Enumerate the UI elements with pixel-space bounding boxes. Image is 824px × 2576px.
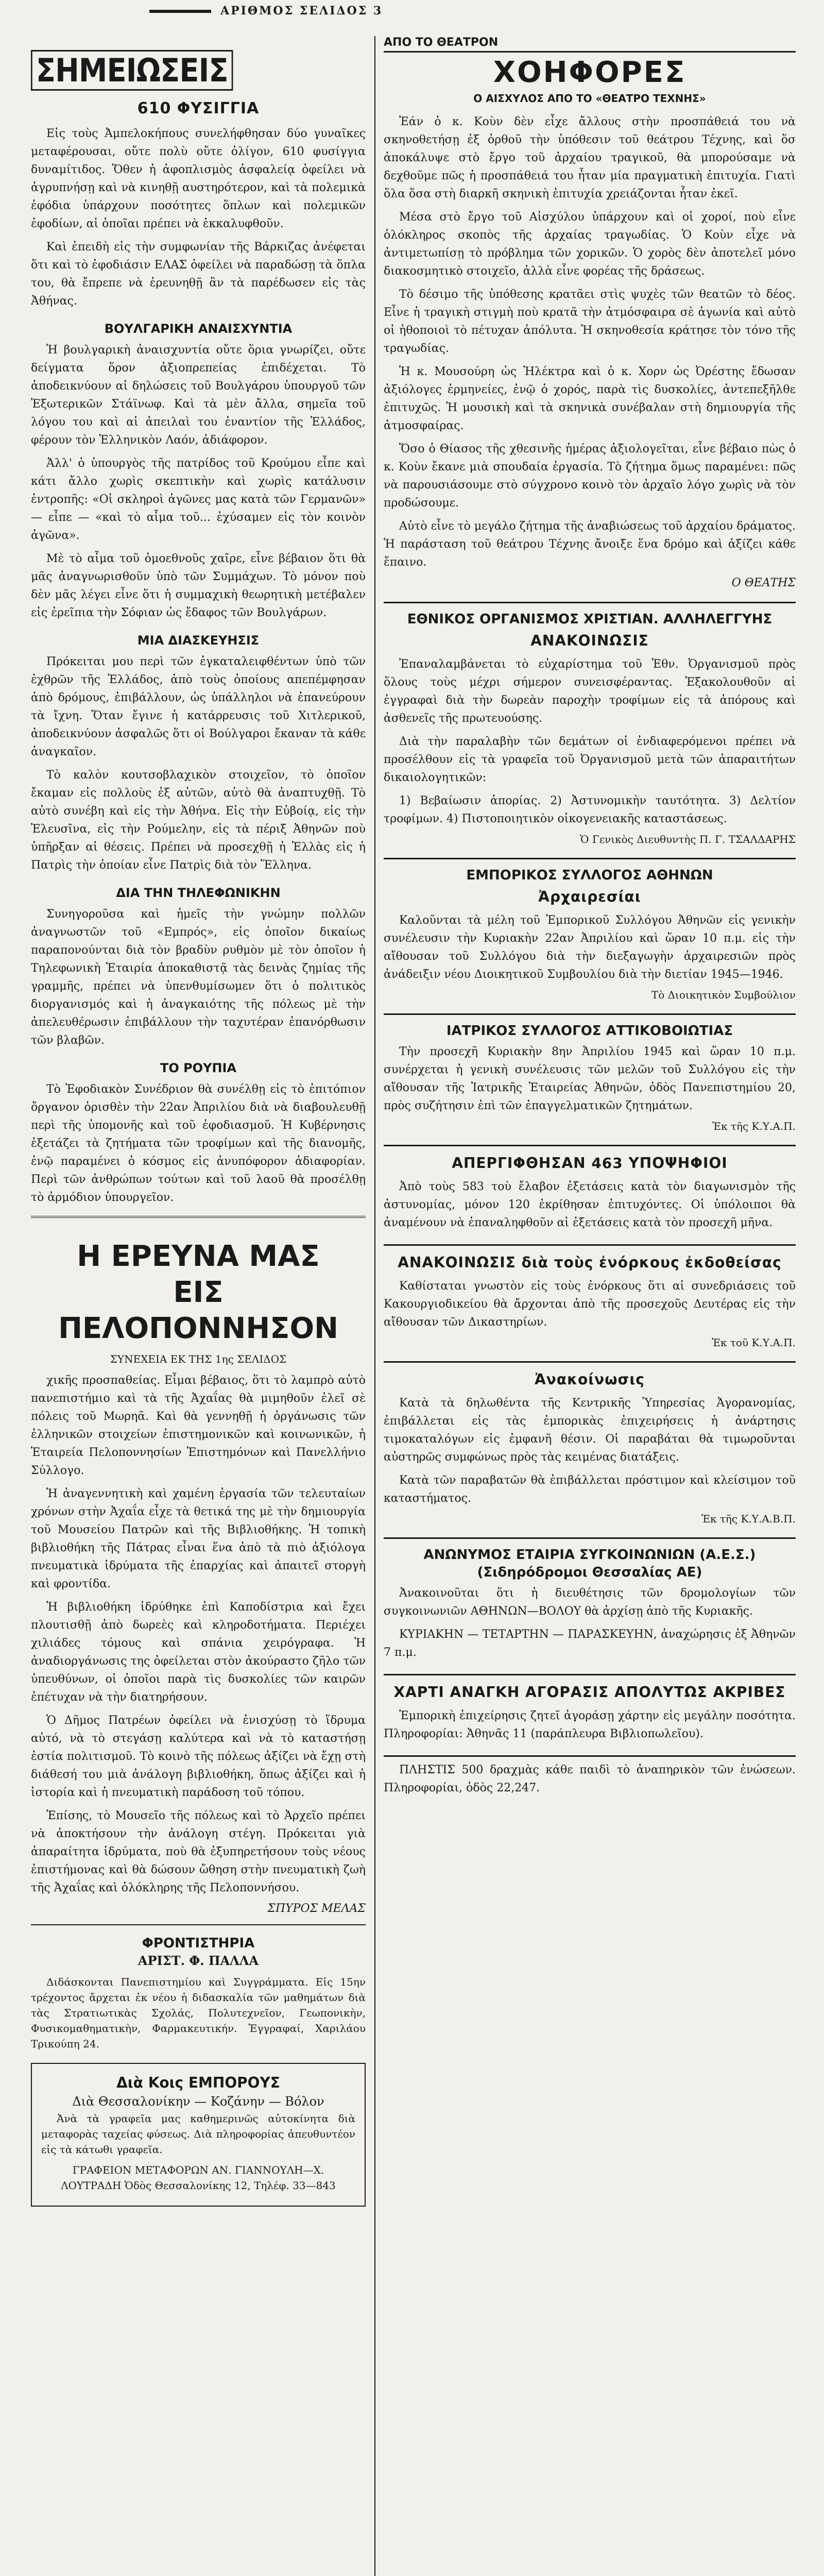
notice-paragraph: Ἐμπορικὴ ἐπιχείρησις ζητεῖ ἀγοράσῃ χάρτην εἰς μεγάλην ποσότητα. Πληροφορίαι: Ἀθηνᾶς 11 (παράπλευρα Βιβλιοπωλεῖου).	[384, 1709, 796, 1740]
notice-paragraph: Ἀπὸ τοὺς 583 τοὺ ἔλαβον ἐξετάσεις κατὰ τὸν διαγωνισμὸν τῆς ἀστυνομίας, μόνον 120 ἐκρίθησαν ἐπιτυχόντες. Οἱ ὑπόλοιποι θὰ ἀναμένουν νὰ ἐπαναληφθοῦν αἱ ἐξετάσεις κατὰ τὸν προσεχῆ μῆνα.	[384, 1180, 796, 1229]
paragraph: Τὸ Ἐφοδιακὸν Συνέδριον θὰ συνέλθῃ εἰς τὸ ἐπιτόπιον ὄργανον ὁρισθὲν τὴν 22αν Ἀπριλίου διὰ νὰ διαβουλευθῇ περὶ τῆς ὑπομονῆς καὶ τοῦ ἐφοδιασμοῦ. Ἡ Κυβέρνησις ἐξετάζει τὰ ζητήματα τῶν τροφίμων καὶ τῆς διανομῆς, ἐνῷ παραμένει ὁ κόσμος εἰς ἀνυπόφορον ἀδιαφορίαν. Περὶ τῶν ἀνθρώπων τούτων καὶ τοῦ λαοῦ θὰ προσέλθῃ τὸ ἀρμόδιον ὑπουργεῖον.	[31, 1083, 366, 1204]
notice	[384, 1145, 796, 1232]
paragraph: Ὁ Δῆμος Πατρέων ὀφείλει νὰ ἐνισχύσῃ τὸ ἵδρυμα αὐτό, νὰ τὸ στεγάσῃ καλύτερα καὶ νὰ τὸ καταστήσῃ ἑστία πολιτισμοῦ. Τὸ κοινὸ τῆς πόλεως ἀξίζει νὰ ἔχῃ στὴ διάθεσή του μιὰ ἀνάλογη βιβλιοθήκη, ὅπως ἀξίζει καὶ ἡ ἱστορία καὶ ἡ πνευματικὴ παράδοση τοῦ τόπου.	[31, 1714, 366, 1799]
article-headline-line-2: ΕΙΣ ΠΕΛΟΠΟΝΝΗΣΟΝ	[58, 1276, 338, 1345]
notice-organization: ΙΑΤΡΙΚΟΣ ΣΥΛΛΟΓΟΣ ΑΤΤΙΚΟΒΟΙΩΤΙΑΣ	[446, 1023, 733, 1039]
paragraph: Ἐάν ὁ κ. Κοὺν δὲν εἶχε ἄλλους στὴν προσπάθειά του νὰ σκηνοθετήσῃ ἐξ ὀρθοῦ τὴν ὑπόθεσιν τοῦ θεάτρου Τέχνης, καὶ ὅσ ἀποκάλυψε στὸ ἔργο τοῦ ἀρχαίου τραγικοῦ, θὰ μπορούσαμε νὰ δεχθοῦμε πῶς ἡ προσπάθειά του ἦταν μία πραγματικὴ ἐπιτυχία. Γιατὶ ὅλα ὅσα στὴ διαρκῆ σκηνικὴ ἐπιτυχία χρειάζονται ἦταν ἐκεῖ.	[384, 115, 796, 200]
paragraph: Πρόκειται μου περὶ τῶν ἐγκαταλειφθέντων ὑπὸ τῶν ἐχθρῶν τῆς Ἑλλάδος, ἀπὸ τοὺς ὁποίους απεπέμφησαν ἀπὸ δρόμους, ἐπιβάλλουν, ὡς ὑπάλληλοι νὰ ἐπανεύρουν τὰ ἴχνη. Ὅταν ἔγινε ἡ κατάρρευσις τοῦ Χιτλερικοῦ, ἀποδεικνύουν ἀσφαλῶς ὅτι οἱ Βούλγαροι ἔκαναν τὰ κάθε ἀναγκαῖον.	[31, 655, 366, 758]
notice	[384, 1244, 796, 1349]
play-review-body	[384, 113, 796, 571]
play-title: ΧΟΗΦΟΡΕΣ	[493, 56, 686, 89]
notice-signature: Ἐκ τοῦ Κ.Υ.Α.Π.	[712, 1336, 796, 1349]
notice-paragraph: Διὰ τὴν παραλαβὴν τῶν δεμάτων οἱ ἐνδιαφερόμενοι πρέπει νὰ προσέλθουν εἰς τὰ γραφεῖα τοῦ Ὀργανισμοῦ μετὰ τῶν ἀπαραιτήτων δικαιολογητικῶν:	[384, 735, 796, 784]
notice-paragraph: Κατὰ τῶν παραβατῶν θὰ ἐπιβάλλεται πρόστιμον καὶ κλείσιμον τοῦ καταστήματος.	[384, 1474, 796, 1505]
masthead-title: ΣΗΜΕΙΩΣΕΙΣ	[31, 50, 233, 91]
notice-heading: ΧΑΡΤΙ ΑΝΑΓΚΗ ΑΓΟΡΑΣΙΣ ΑΠΟΛΥΤΩΣ ΑΚΡΙΒΕΣ	[393, 1684, 786, 1701]
left-column	[31, 36, 366, 2576]
divider	[31, 1216, 366, 1218]
section-title-4: ΔΙΑ ΤΗΝ ΤΗΛΕΦΩΝΙΚΗΝ	[116, 886, 281, 900]
notice-heading: ΑΠΕΡΓΙΦΘΗΣΑΝ 463 ΥΠΟΨΗΦΙΟΙ	[452, 1155, 728, 1172]
notice-signature: Ἐκ τῆς Κ.Υ.Α.Π.	[712, 1120, 796, 1132]
notice-signature: Ὁ Γενικὸς Διευθυντὴς Π. Γ. ΤΣΑΛΔΑΡΗΣ	[580, 833, 796, 845]
tutoring-title: ΦΡΟΝΤΙΣΤΗΡΙΑ	[142, 1936, 255, 1951]
column-divider	[374, 36, 375, 2576]
notice-organization: ΕΘΝΙΚΟΣ ΟΡΓΑΝΙΣΜΟΣ ΧΡΙΣΤΙΑΝ. ΑΛΛΗΛΕΓΓΥΗΣ	[407, 612, 772, 627]
right-column	[384, 36, 796, 2576]
notice	[384, 1361, 796, 1525]
paragraph: χικῆς προσπαθείας. Εἶμαι βέβαιος, ὅτι τὸ λαμπρὸ αὐτὸ πανεπιστήμιο καὶ τὰ τῆς Ἀχαΐας θὰ μιμηθοῦν ἐλεῖ σὲ πόλεις τοῦ Μωρηᾶ. Καὶ θὰ γεννηθῇ ἡ ὀργάνωσις τῶν ἐλληνικῶν στοιχείων ἐπιστημονικῶν καὶ κοινωνικῶν, ἡ Ἑταιρεία Πελοποννησίων Ἐπιστημόνων καὶ Πανελλήνιο Σύλλογο.	[31, 1374, 366, 1477]
notice-organization: ΑΝΩΝΥΜΟΣ ΕΤΑΙΡΙΑ ΣΥΓΚΟΙΝΩΝΙΩΝ (Α.Ε.Σ.) (Σιδηρόδρομοι Θεσσαλίας ΑΕ)	[423, 1547, 756, 1580]
section-title-3: ΜΙΑ ΔΙΑΣΚΕΥΗΣΙΣ	[137, 633, 260, 648]
lead-body	[31, 125, 366, 310]
paragraph: Μέσα στὸ ἔργο τοῦ Αἰσχύλου ὑπάρχουν καὶ οἱ χοροί, ποὺ εἶνε ὁλόκληρος σκοπὸς τῆς ἀρχαίας τραγωδίας. Ὁ Κοὺν εἶχε νὰ ἀντιμετωπίσῃ τὸ πρόβλημα τῶν χορικῶν. Ὁ χορὸς δὲν ἀποτελεῖ μόνο διακοσμητικὸ στοιχεῖο, ἀλλὰ εἶνε φορέας τῆς δράσεως.	[384, 211, 796, 278]
notice-paragraph: ΚΥΡΙΑΚΗΝ — ΤΕΤΑΡΤΗΝ — ΠΑΡΑΣΚΕΥΗΝ, ἀναχώρησις ἐξ Ἀθηνῶν 7 π.μ.	[384, 1628, 796, 1659]
paragraph: Εἰς τοὺς Ἀμπελοκήπους συνελήφθησαν δύο γυναῖκες μεταφέρουσαι, οὔτε πολὺ οὔτε ὀλίγον, 610 φυσίγγια δυναμίτιδος. Ὅθεν ἡ ἀφοπλισμὸς ἀσφαλείᾳ ὀφείλει νὰ ἀγρυπνήσῃ καὶ νὰ κινηθῇ αυστηρότερον, καὶ τὰ πολεμικὰ ἐφόδια ὑπάρχουν ποσότητες ὅπλων καὶ πολεμικῶν ἐφοδίων, αἱ ὁποῖαι πρέπει νὰ ἐκκαλυφθοῦν.	[31, 127, 366, 230]
divider	[31, 1924, 366, 1925]
section-masthead	[31, 52, 332, 89]
notice-paragraph: Καθίσταται γνωστὸν εἰς τοὺς ἐνόρκους ὅτι αἱ συνεδριάσεις τοῦ Κακουργιοδικείου θὰ ἄρχονται ἀπὸ τῆς προσεχοῦς Δευτέρας εἰς τὴν αἴθουσαν τῶν Δικαστηρίων.	[384, 1280, 796, 1329]
section-title-2: ΒΟΥΛΓΑΡΙΚΗ ΑΝΑΙΣΧΥΝΤΙΑ	[104, 321, 293, 336]
notice-signature: Ἐκ τῆς Κ.Υ.Α.Β.Π.	[701, 1513, 796, 1525]
notice-paragraph: Καλοῦνται τὰ μέλη τοῦ Ἐμπορικοῦ Συλλόγου Ἀθηνῶν εἰς γενικὴν συνέλευσιν τὴν Κυριακὴν 22αν Ἀπριλίου καὶ ὥραν 10 π.μ. εἰς τὴν αἴθουσαν τοῦ Συλλόγου διὰ τὴν διεξαγωγὴν ἀρχαιρεσιῶν πρὸς ἀνάδειξιν νέου Διοικητικοῦ Συμβουλίου διὰ τὴν διετίαν 1945—1946.	[384, 914, 796, 981]
notice	[384, 1537, 796, 1662]
notice-heading: Ἀνακοίνωσις	[535, 1371, 645, 1388]
ad-text: Ἀνὰ τὰ γραφεῖα μας καθημερινῶς αὐτοκίνητα διὰ μεταφορὰς ταχείας φύσεως. Διὰ πληροφορίας ἀπευθυντέον εἰς τὰ κάτωθι γραφεῖα.	[41, 2112, 355, 2156]
paragraph: Αὐτὸ εἶνε τὸ μεγάλο ζήτημα τῆς ἀναβιώσεως τοῦ ἀρχαίου δράματος. Ἡ παράσταση τοῦ θεάτρου Τέχνης ἄνοιξε ἕνα δρόμο καὶ ἀξίζει κάθε ἔπαινο.	[384, 520, 796, 569]
section-title-5: ΤΟ ΡΟΥΠΙΑ	[160, 1061, 237, 1075]
paragraph: Ἐπίσης, τὸ Μουσεῖο τῆς πόλεως καὶ τὸ Ἀρχεῖο πρέπει νὰ ἀποκτήσουν τὴν ἀνάλογη στέγη. Πρόκειται γιὰ ἀπαραίτητα ἱδρύματα, ποὺ θὰ ἐξυπηρετήσουν τοὺς νέους ἐπιστήμονας καὶ θὰ δώσουν ὤθηση στὴν πνευματικὴ ζωὴ τῆς Ἀχαΐας καὶ ὁλόκληρης τῆς Πελοποννήσου.	[31, 1809, 366, 1894]
paragraph: Ἡ κ. Μουσούρη ὡς Ἠλέκτρα καὶ ὁ κ. Χορν ὡς Ὀρέστης ἔδωσαν ἀξιόλογες ἑρμηνείες, ἐνῷ ὁ χορός, παρὰ τὶς δυσκολίες, ἀντεπεξῆλθε ἐπιτυχῶς. Ἡ μουσικὴ καὶ τὰ σκηνικὰ συνέβαλαν στὴ δημιουργία τῆς ἀτμοσφαίρας.	[384, 365, 796, 432]
notice-signature: Τὸ Διοικητικὸν Συμβούλιον	[651, 989, 796, 1001]
notice-paragraph: Ἀνακοινοῦται ὅτι ἡ διευθέτησις τῶν δρομολογίων τῶν συγκοινωνιῶν ΑΘΗΝΩΝ—ΒΟΛΟΥ θὰ ἀρχίσῃ ἀπὸ τῆς Κυριακῆς.	[384, 1587, 796, 1618]
ad-subtitle: Διὰ Θεσσαλονίκην — Κοζάνην — Βόλον	[72, 2094, 324, 2109]
paragraph: Καὶ ἐπειδὴ εἰς τὴν συμφωνίαν τῆς Βάρκιζας ἀνέφεται ὅτι καὶ τὸ ἐφοδιάσιν ΕΛΑΣ ὀφείλει νὰ παραδώσῃ τὰ ὅπλα του, θὰ ἔπρεπε νὰ ἐρευνηθῇ ἂν τὰ παρέδωσεν εἰς τὰς Ἀθήνας.	[31, 241, 366, 308]
transport-ad	[31, 2063, 366, 2207]
notice-paragraph: Κατὰ τὰ δηλωθέντα τῆς Κεντρικῆς Ὑπηρεσίας Ἀγορανομίας, ἐπιβάλλεται εἰς τὰς ἐμπορικὰς ἐπιχειρήσεις ἡ ἀνάρτησις τιμοκαταλόγων εἰς ἐμφανῆ θέσιν. Οἱ παραβάται θὰ τιμωροῦνται αὐστηρῶς συμφώνως πρὸς τὰς κειμένας διατάξεις.	[384, 1397, 796, 1464]
ad-footer: ΓΡΑΦΕΙΟΝ ΜΕΤΑΦΟΡΩΝ ΑΝ. ΓΙΑΝΝΟΥΛΗ—Χ. ΛΟΥΤΡΑΔΗ Ὁδὸς Θεσσαλονίκης 12, Τηλέφ. 33—843	[61, 2164, 336, 2192]
section-body-3	[31, 653, 366, 874]
notice-paragraph: 1) Βεβαίωσιν ἀπορίας. 2) Ἀστυνομικὴν ταυτότητα. 3) Δελτίον τροφίμων. 4) Πιστοποιητικὸν οἰκογενειακῆς καταστάσεως.	[384, 794, 796, 825]
ad-title: Διὰ Κοις ΕΜΠΟΡΟΥΣ	[116, 2074, 280, 2091]
paragraph: Συνηγοροῦσα καὶ ἡμεῖς τὴν γνώμην πολλῶν ἀναγνωστῶν τοῦ «Εμπρός», εἰς ὁποῖον δικαίως παραπονούνται διὰ τὸν βραδὺν ρυθμὸν μὲ τὸν ὁποῖον ἡ Τηλεφωνικὴ Ἑταιρία ἀποκαθιστᾷ τὰς δεινὰς ζημίας τῆς γραμμῆς, πρέπει νὰ ὑπενθυμίσωμεν ὅτι ὁ πολιτικὸς διοργανισμός καὶ ἡ ἀναγκαιότης τῆς πόλεως μὲ τὴν ἀπελευθέρωσιν ἐπιβάλλουν τὴν ταχυτέραν ἐπανόρθωσιν τῶν βλαβῶν.	[31, 908, 366, 1047]
running-head: ΑΡΙΘΜΟΣ ΣΕΛΙΔΟΣ 3	[149, 4, 383, 18]
notice	[384, 1755, 796, 1797]
paragraph: Ἡ βουλγαρικὴ ἀναισχυντία οὔτε ὅρια γνωρίζει, οὔτε δείγματα ὅρον ἀξιοπρεπείας ἐπιδέχεται. Τὸ ἀποδεικνύουν αἱ δηλώσεις τοῦ Βουλγάρου ὑπουργοῦ τῶν Ἐξωτερικῶν Στάϊνωφ. Καὶ τὰ μὲν ἄλλα, σημεῖα τοῦ λόγου του καὶ αἱ ἀπειλαὶ του ἐναντίον τῆς Ἑλλάδος, φέρουν τὸν Ἑλληνικὸν Λαόν, ἀδιάφορον.	[31, 344, 366, 447]
play-byline: Ο ΑΙΣΧΥΛΟΣ ΑΠΟ ΤΟ «ΘΕΑΤΡΟ ΤΕΧΝΗΣ»	[473, 92, 706, 105]
notice-organization: ΕΜΠΟΡΙΚΟΣ ΣΥΛΛΟΓΟΣ ΑΘΗΝΩΝ	[466, 868, 713, 883]
notice	[384, 1674, 796, 1743]
notice	[384, 602, 796, 845]
notice-paragraph: ΠΛΗΣΤΙΣ 500 δραχμὰς κάθε παιδὶ τὸ ἀναπηρικὸν τῶν ἐνώσεων. Πληροφορίαι, ὁδὸς 22,247.	[384, 1764, 796, 1794]
paragraph: Ἡ βιβλιοθήκη ἱδρύθηκε ἐπὶ Καποδίστρια καὶ ἔχει πλουτισθῇ ἀπὸ δωρεὲς καὶ κληροδοτήματα. Περιέχει χιλιάδες τόμους καὶ σπάνια χειρόγραφα. Ἡ ἀναδιοργάνωσις της ὀφείλεται στὸν ἀκούραστο ζῆλο τῶν ὑπευθύνων, οἱ ὁποῖοι παρὰ τὶς δυσκολίες τῶν καιρῶν ἐπέτυχαν νὰ τὴν διατηρήσουν.	[31, 1601, 366, 1704]
play-signature: Ο ΘΕΑΤΗΣ	[731, 577, 796, 589]
paragraph: Τὸ δέσιμο τῆς ὑπόθεσης κρατᾶει στὶς ψυχὲς τῶν θεατῶν τὸ δέος. Εἶνε ἡ τραγικὴ στιγμὴ ποὺ κρατᾶ τὴν ἀτμόσφαιρα σὲ ἀγωνία καὶ αὐτὸ οἱ ἠθοποιοὶ τὸ πέτυχαν ἀπόλυτα. Ἡ σκηνοθεσία κράτησε τὸν τόνο τῆς τραγωδίας.	[384, 288, 796, 355]
section-body-2	[31, 341, 366, 622]
paragraph: Ὅσο ὁ Θίασος τῆς χθεσινῆς ἡμέρας ἀξιολογεῖται, εἶνε βέβαιο πὼς ὁ κ. Κοὺν ἔκανε μιὰ σπουδαία ἐργασία. Τὸ ζήτημα ὅμως παραμένει: πῶς νὰ παρουσιάσουμε στὸ σύγχρονο κοινὸ τὸν ἀρχαῖο λόγο χωρὶς νὰ τὸν προδώσουμε.	[384, 443, 796, 510]
tutoring-text: Διδάσκονται Πανεπιστημίου καὶ Συγγράμματα. Εἰς 15ην τρέχοντος ἄρχεται ἐκ νέου ἡ διδασκαλία τῶν μαθημάτων διὰ τὰς Στρατιωτικὰς Σχολάς, Πολυτεχνεῖον, Γεωπονικὴν, Φυσικομαθηματικὴν, Φαρμακευτικήν. Ἐγγραφαί, Χαριλάου Τρικούπη 24.	[31, 1976, 366, 2050]
paragraph: Τὸ καλὸν κουτσοβλαχικὸν στοιχεῖον, τὸ ὁποῖον ἔκαμαν εἰς πολλοὺς ἐξ αὐτῶν, αὐτὸ θὰ ἀναπτυχθῇ. Τὸ αὐτὸ συνέβη καὶ εἰς τὴν Ἀθήνα. Εἰς τὴν Εὐβοίᾳ, εἰς τὴν Ἐλευσῖνα, εἰς τὴν Ρούμελην, εἰς τὰ πέριξ Ἀθηνῶν ποὺ ὑπῆρξαν αἱ θέσεις. Πρέπει νὰ προσεχθῇ ἡ Ἑλλὰς εἰς ἡ Πατρὶς τὴν ὁποίαν εἶνε Πατρὶς διὰ τὸν Ἕλληνα.	[31, 769, 366, 872]
notice-heading: ΑΝΑΚΟΙΝΩΣΙΣ	[530, 632, 649, 649]
notice-paragraph: Ἐπαναλαμβάνεται τὸ εὐχαρίστημα τοῦ Ἐθν. Ὀργανισμοῦ πρὸς ὅλους τοὺς μέχρι σήμερον συνεισφέραντας. Ἐξακολουθοῦν αἱ ἐγγραφαὶ διὰ τὴν δωρεὰν παροχὴν τροφίμων εἰς τὰ ἀπόρους καὶ ἀσθενεῖς τῆς πρωτευούσης.	[384, 658, 796, 725]
article-headline	[31, 1239, 366, 1347]
notice	[384, 1013, 796, 1132]
theatre-section-head: ΑΠΟ ΤΟ ΘΕΑΤΡΟΝ	[384, 36, 796, 53]
paragraph: Ἀλλ' ὁ ὑπουργὸς τῆς πατρίδος τοῦ Κρούμου εἶπε καὶ κάτι ἄλλο χωρὶς σκεπτικὴν καὶ χωρὶς κατάλυσιν ἐντροπῆς: «Οἱ σκληροὶ ἀγῶνες μας κατὰ τῶν Γερμανῶν» — εἶπε — «καὶ τὸ αἷμα τοῦ... ἐχύσαμεν εἰς τὸν κοινὸν ἀγῶνα».	[31, 457, 366, 542]
paragraph: Ἡ ἀναγεννητικὴ καὶ χαμένη ἐργασία τῶν τελευταίων χρόνων στὴν Ἀχαΐα εἶχε τὰ θετικά της μὲ τὴν δημιουργία τοῦ Μουσείου Πατρῶν καὶ τῆς Βιβλιοθήκης. Ἡ τοπικὴ βιβλιοθήκη τῆς Πάτρας εἶναι ἕνα ἀπὸ τὰ πιὸ ἀξιόλογα πνευματικὰ ἱδρύματα τῆς ἐπαρχίας καὶ ἀπαιτεῖ στοργὴ καὶ φροντίδα.	[31, 1487, 366, 1590]
notice	[384, 858, 796, 1001]
article-signature: ΣΠΥΡΟΣ ΜΕΛΑΣ	[267, 1902, 366, 1915]
notices-list	[384, 602, 796, 1797]
notice-paragraph: Τὴν προσεχῆ Κυριακὴν 8ην Ἀπριλίου 1945 καὶ ὥραν 10 π.μ. συνέρχεται ἡ γενικὴ συνέλευσις τῶν μελῶν τοῦ Συλλόγου εἰς τὴν αἴθουσαν τῆς Ἰατρικῆς Ἑταιρείας Ἀθηνῶν, ὁδὸς Πανεπιστημίου 20, πρὸς συζήτησιν ἐπὶ τῶν ἐπαγγελματικῶν ζητημάτων.	[384, 1045, 796, 1112]
section-body-5	[31, 1080, 366, 1207]
notice-heading: ΑΝΑΚΟΙΝΩΣΙΣ διὰ τοὺς ἐνόρκους ἐκδοθείσας	[398, 1254, 782, 1271]
notice-heading: Ἀρχαιρεσίαι	[538, 888, 641, 905]
tutoring-name: ΑΡΙΣΤ. Φ. ΠΑΛΛΑ	[138, 1953, 259, 1968]
paragraph: Μὲ τὸ αἷμα τοῦ ὁμοεθνοῦς χαῖρε, εἶνε βέβαιον ὅτι θὰ μᾶς ἀναγνωρισθοῦν ὑπὸ τῶν Συμμάχων. Τὸ μόνον ποὺ δὲν μᾶς λέγει εἶνε ὅτι ἡ συμμαχικὴ θεωρητικὴ μετέβαλεν εἰς ἐρεῖπια τὴν Σόφιαν ὡς ἔδαφος τῶν Βουλγάρων.	[31, 552, 366, 619]
section-body-4	[31, 905, 366, 1049]
lead-title: 610 ΦΥΣΙΓΓΙΑ	[137, 99, 260, 117]
article-body	[31, 1371, 366, 1897]
article-headline-line-1: Η ΕΡΕΥΝΑ ΜΑΣ	[77, 1240, 320, 1273]
continuation-note: ΣΥΝΕΧΕΙΑ ΕΚ ΤΗΣ 1ης ΣΕΛΙΔΟΣ	[110, 1353, 287, 1365]
